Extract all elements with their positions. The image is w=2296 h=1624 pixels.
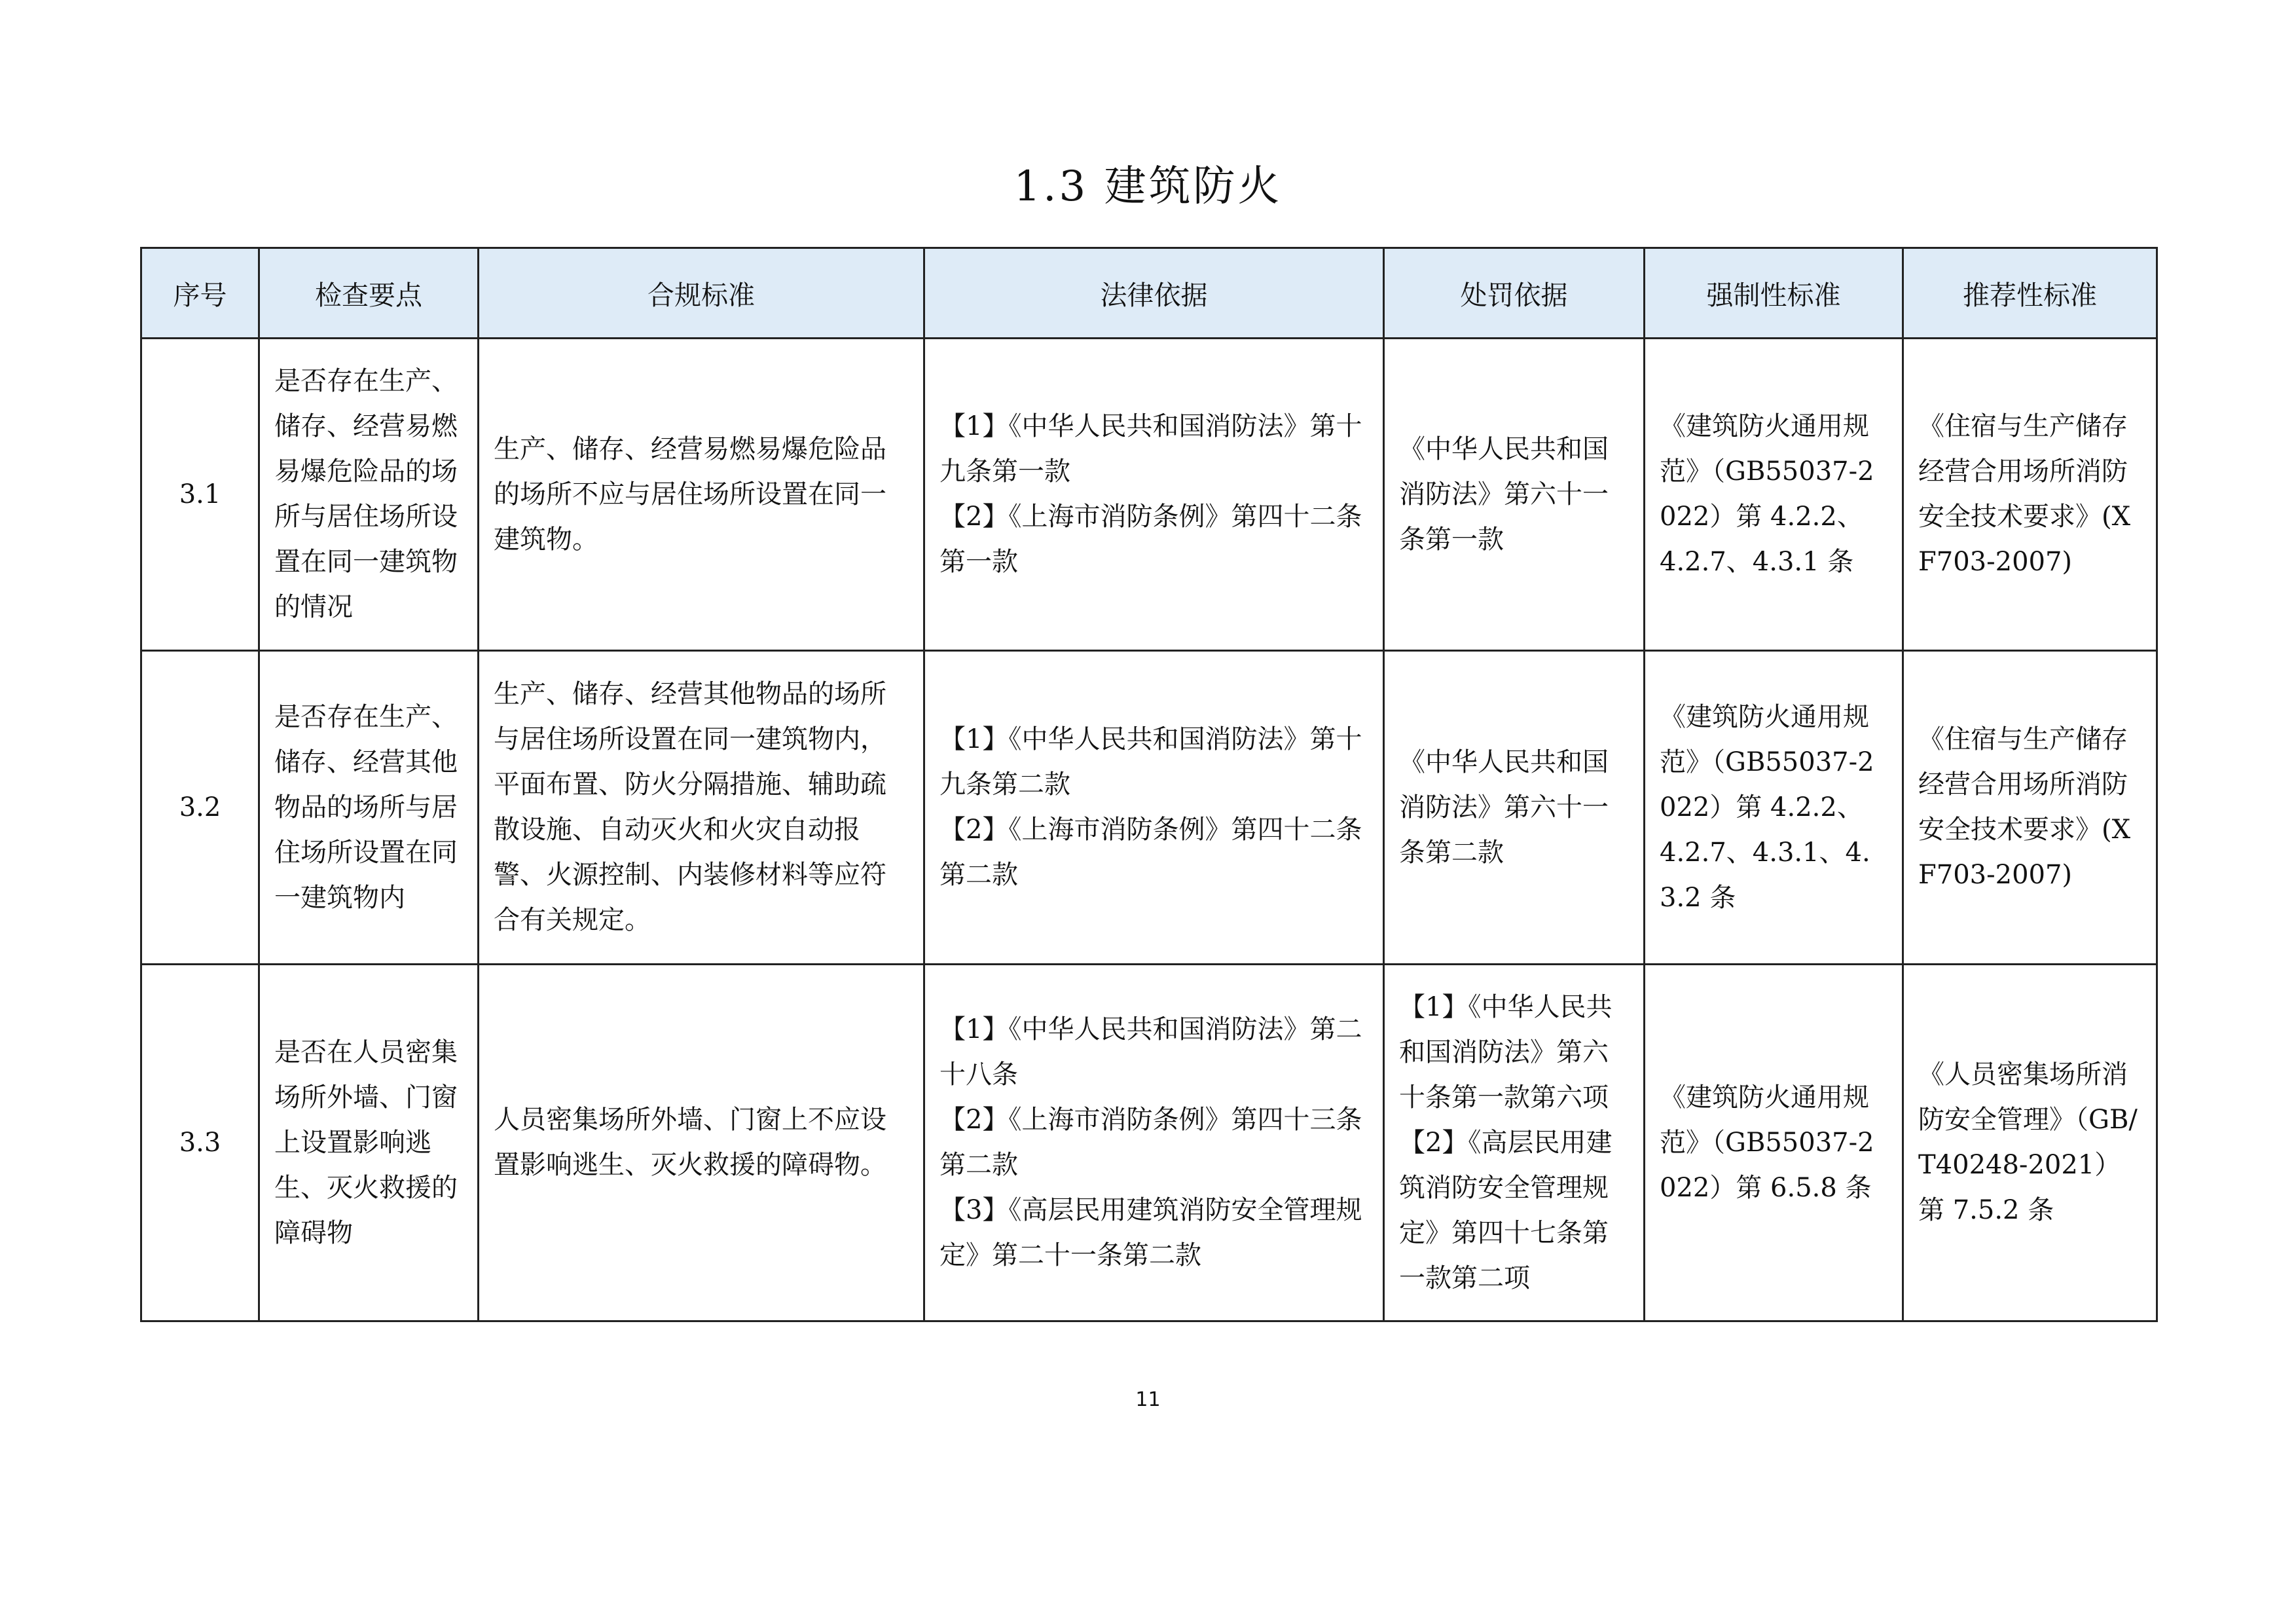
row-legal-basis — [924, 651, 1384, 965]
legal-basis-item: 【2】《上海市消防条例》第四十二条第一款 — [939, 502, 1362, 577]
page-number: 11 — [1135, 1388, 1161, 1411]
row-legal-basis — [924, 339, 1384, 651]
row-penalty-basis — [1384, 965, 1645, 1321]
header-check-point: 检查要点 — [259, 248, 479, 339]
row-legal-basis — [924, 965, 1384, 1321]
row-mandatory-standard: 《建筑防火通用规范》（GB55037-2022）第 4.2.2、4.2.7、4.3.1 条 — [1645, 339, 1903, 651]
table-row — [141, 965, 2157, 1321]
row-compliance: 人员密集场所外墙、门窗上不应设置影响逃生、灭火救援的障碍物。 — [479, 965, 924, 1321]
row-recommended-standard: 《人员密集场所消防安全管理》（GB/T40248-2021）第 7.5.2 条 — [1903, 965, 2157, 1321]
legal-basis-item: 【2】《上海市消防条例》第四十三条第二款 — [939, 1105, 1362, 1180]
row-mandatory-standard: 《建筑防火通用规范》（GB55037-2022）第 6.5.8 条 — [1645, 965, 1903, 1321]
penalty-basis-item: 【2】《高层民用建筑消防安全管理规定》第四十七条第一款第二项 — [1399, 1127, 1613, 1293]
header-mandatory-standard: 强制性标准 — [1645, 248, 1903, 339]
penalty-basis-item: 【1】《中华人民共和国消防法》第六十条第一款第六项 — [1399, 991, 1613, 1113]
row-check-point: 是否存在生产、储存、经营其他物品的场所与居住场所设置在同一建筑物内 — [259, 651, 479, 965]
header-legal-basis: 法律依据 — [924, 248, 1384, 339]
legal-basis-item: 【3】《高层民用建筑消防安全管理规定》第二十一条第二款 — [939, 1195, 1362, 1270]
header-compliance: 合规标准 — [479, 248, 924, 339]
table-header-row — [141, 248, 2157, 339]
inspection-table — [140, 247, 2158, 1322]
header-seq: 序号 — [141, 248, 259, 339]
row-recommended-standard: 《住宿与生产储存经营合用场所消防安全技术要求》(XF703-2007) — [1903, 339, 2157, 651]
legal-basis-item: 【1】《中华人民共和国消防法》第二十八条 — [939, 1014, 1362, 1090]
row-recommended-standard: 《住宿与生产储存经营合用场所消防安全技术要求》(XF703-2007) — [1903, 651, 2157, 965]
row-seq: 3.3 — [141, 965, 259, 1321]
row-penalty-basis: 《中华人民共和国消防法》第六十一条第二款 — [1384, 651, 1645, 965]
legal-basis-item: 【2】《上海市消防条例》第四十二条第二款 — [939, 815, 1362, 890]
row-compliance: 生产、储存、经营易燃易爆危险品的场所不应与居住场所设置在同一建筑物。 — [479, 339, 924, 651]
row-penalty-basis: 《中华人民共和国消防法》第六十一条第一款 — [1384, 339, 1645, 651]
header-penalty-basis: 处罚依据 — [1384, 248, 1645, 339]
header-recommended-standard: 推荐性标准 — [1903, 248, 2157, 339]
row-check-point: 是否存在生产、储存、经营易燃易爆危险品的场所与居住场所设置在同一建筑物的情况 — [259, 339, 479, 651]
page-title: 1.3 建筑防火 — [1013, 162, 1283, 211]
legal-basis-item: 【1】《中华人民共和国消防法》第十九条第二款 — [939, 724, 1362, 800]
row-compliance: 生产、储存、经营其他物品的场所与居住场所设置在同一建筑物内，平面布置、防火分隔措施、辅助疏散设施、自动灭火和火灾自动报警、火源控制、内装修材料等应符合有关规定。 — [479, 651, 924, 965]
row-check-point: 是否在人员密集场所外墙、门窗上设置影响逃生、灭火救援的障碍物 — [259, 965, 479, 1321]
row-seq: 3.2 — [141, 651, 259, 965]
row-mandatory-standard: 《建筑防火通用规范》（GB55037-2022）第 4.2.2、4.2.7、4.3.1、4.3.2 条 — [1645, 651, 1903, 965]
table-row — [141, 339, 2157, 651]
table-row — [141, 651, 2157, 965]
row-seq: 3.1 — [141, 339, 259, 651]
legal-basis-item: 【1】《中华人民共和国消防法》第十九条第一款 — [939, 411, 1362, 487]
